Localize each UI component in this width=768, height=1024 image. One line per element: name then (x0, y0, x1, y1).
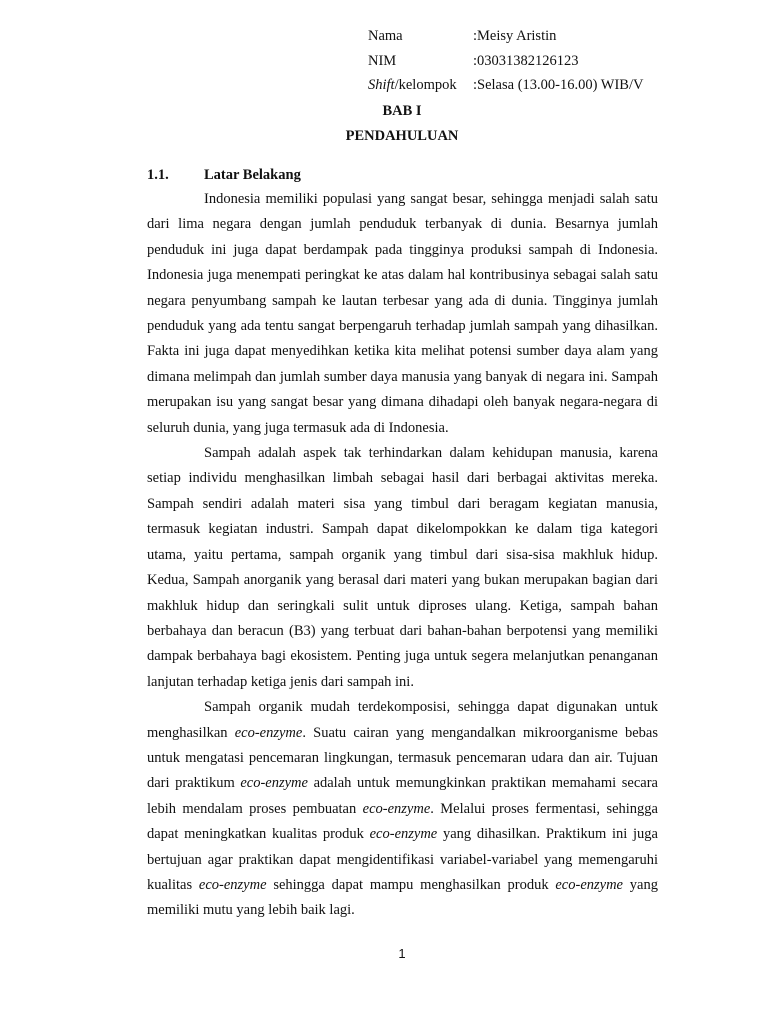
paragraph-1: Indonesia memiliki populasi yang sangat besar, sehingga menjadi salah satu dari lima negara dengan jumlah penduduk terbanyak di dunia. Besarnya jumlah penduduk ini juga dapat berdampak pada tingginya produksi sampah di Indonesia. Indonesia juga menempati peringkat ke atas dalam hal kontribusinya sebagai salah satu negara penyumbang sampah ke lautan terbesar yang ada di dunia. Tingginya jumlah penduduk yang ada tentu sangat berpengaruh terhadap jumlah sampah yang dihasilkan. Fakta ini juga dapat menyedihkan ketika kita melihat potensi sumber daya alam yang dimana melimpah dan jumlah sumber daya manusia yang banyak di negara ini. Sampah merupakan isu yang sangat besar yang dimana dihadapi oleh banyak negara-negara di seluruh dunia, yang juga termasuk ada di Indonesia. (147, 191, 658, 436)
paragraph-3 (147, 695, 658, 924)
paragraph-3-text: Sampah organik mudah terdekomposisi, sehingga dapat digunakan untuk menghasilkan (147, 699, 658, 741)
paragraph-3-text: sehingga dapat mampu menghasilkan produk (266, 876, 556, 893)
paragraph-3-term: eco-enzyme (555, 876, 623, 893)
chapter-title: PENDAHULUAN (345, 128, 459, 144)
paragraph-3-text: . Suatu cairan yang mengandalkan mikroorganisme bebas untuk mengatasi pencemaran lingkungan, termasuk pencemaran udara dan air. Tujuan dari praktikum (147, 724, 658, 792)
paragraph-3-term: eco-enzyme (369, 826, 438, 843)
info-value-shift: :Selasa (13.00-16.00) WIB/V (473, 77, 644, 93)
info-label-shift-rest: /kelompok (394, 77, 457, 93)
info-row-shift (368, 73, 643, 98)
paragraph-3-text: yang dihasilkan. Praktikum ini juga bertujuan agar praktikan dapat mengidentifikasi variabel-variabel yang memengaruhi kualitas (147, 826, 658, 893)
paragraph-3-text: adalah untuk memungkinkan praktikan memahami secara lebih mendalam proses pembuatan (147, 775, 658, 817)
section-number: 1.1. (147, 167, 169, 183)
info-label-shift-italic: Shift (368, 77, 395, 93)
section-title: Latar Belakang (204, 167, 301, 183)
body-text (147, 187, 658, 924)
info-label-shift (368, 73, 473, 98)
section-heading (147, 167, 301, 184)
paragraph-3-term: eco-enzyme (362, 800, 431, 817)
student-info-block (368, 24, 643, 98)
paragraph-3-text: yang memiliki mutu yang lebih baik lagi. (147, 876, 658, 919)
paragraph-3-term: eco-enzyme (234, 724, 303, 741)
paragraph-3-text: . Melalui proses fermentasi, sehingga dapat meningkatkan kualitas produk (147, 800, 658, 843)
paragraph-3-term: eco-enzyme (198, 876, 267, 893)
info-value-name: :Meisy Aristin (473, 28, 557, 44)
info-row-nim (368, 49, 643, 74)
chapter-number: BAB I (382, 103, 422, 119)
info-row-name (368, 24, 643, 49)
paragraph-2: Sampah adalah aspek tak terhindarkan dalam kehidupan manusia, karena setiap individu menghasilkan limbah sebagai hasil dari berbagai aktivitas mereka. Sampah sendiri adalah materi sisa yang timbul dari beragam kegiatan manusia, termasuk kegiatan industri. Sampah dapat dikelompokkan ke dalam tiga kategori utama, yaitu pertama, sampah organik yang timbul dari sisa-sisa makhluk hidup. Kedua, Sampah anorganik yang berasal dari materi yang bukan merupakan bagian dari makhluk hidup dan seringkali sulit untuk diproses ulang. Ketiga, sampah bahan berbahaya dan beracun (B3) yang terbuat dari bahan-bahan berpotensi yang memiliki dampak berbahaya bagi ekosistem. Penting juga untuk segera melanjutkan penanganan lanjutan terhadap ketiga jenis dari sampah ini. (147, 445, 658, 690)
info-label-nim: NIM (368, 52, 397, 69)
info-label-name: Nama (368, 28, 403, 44)
info-value-nim: :03031382126123 (473, 52, 579, 69)
page-number: 1 (398, 946, 406, 961)
paragraph-3-term: eco-enzyme (240, 775, 308, 792)
